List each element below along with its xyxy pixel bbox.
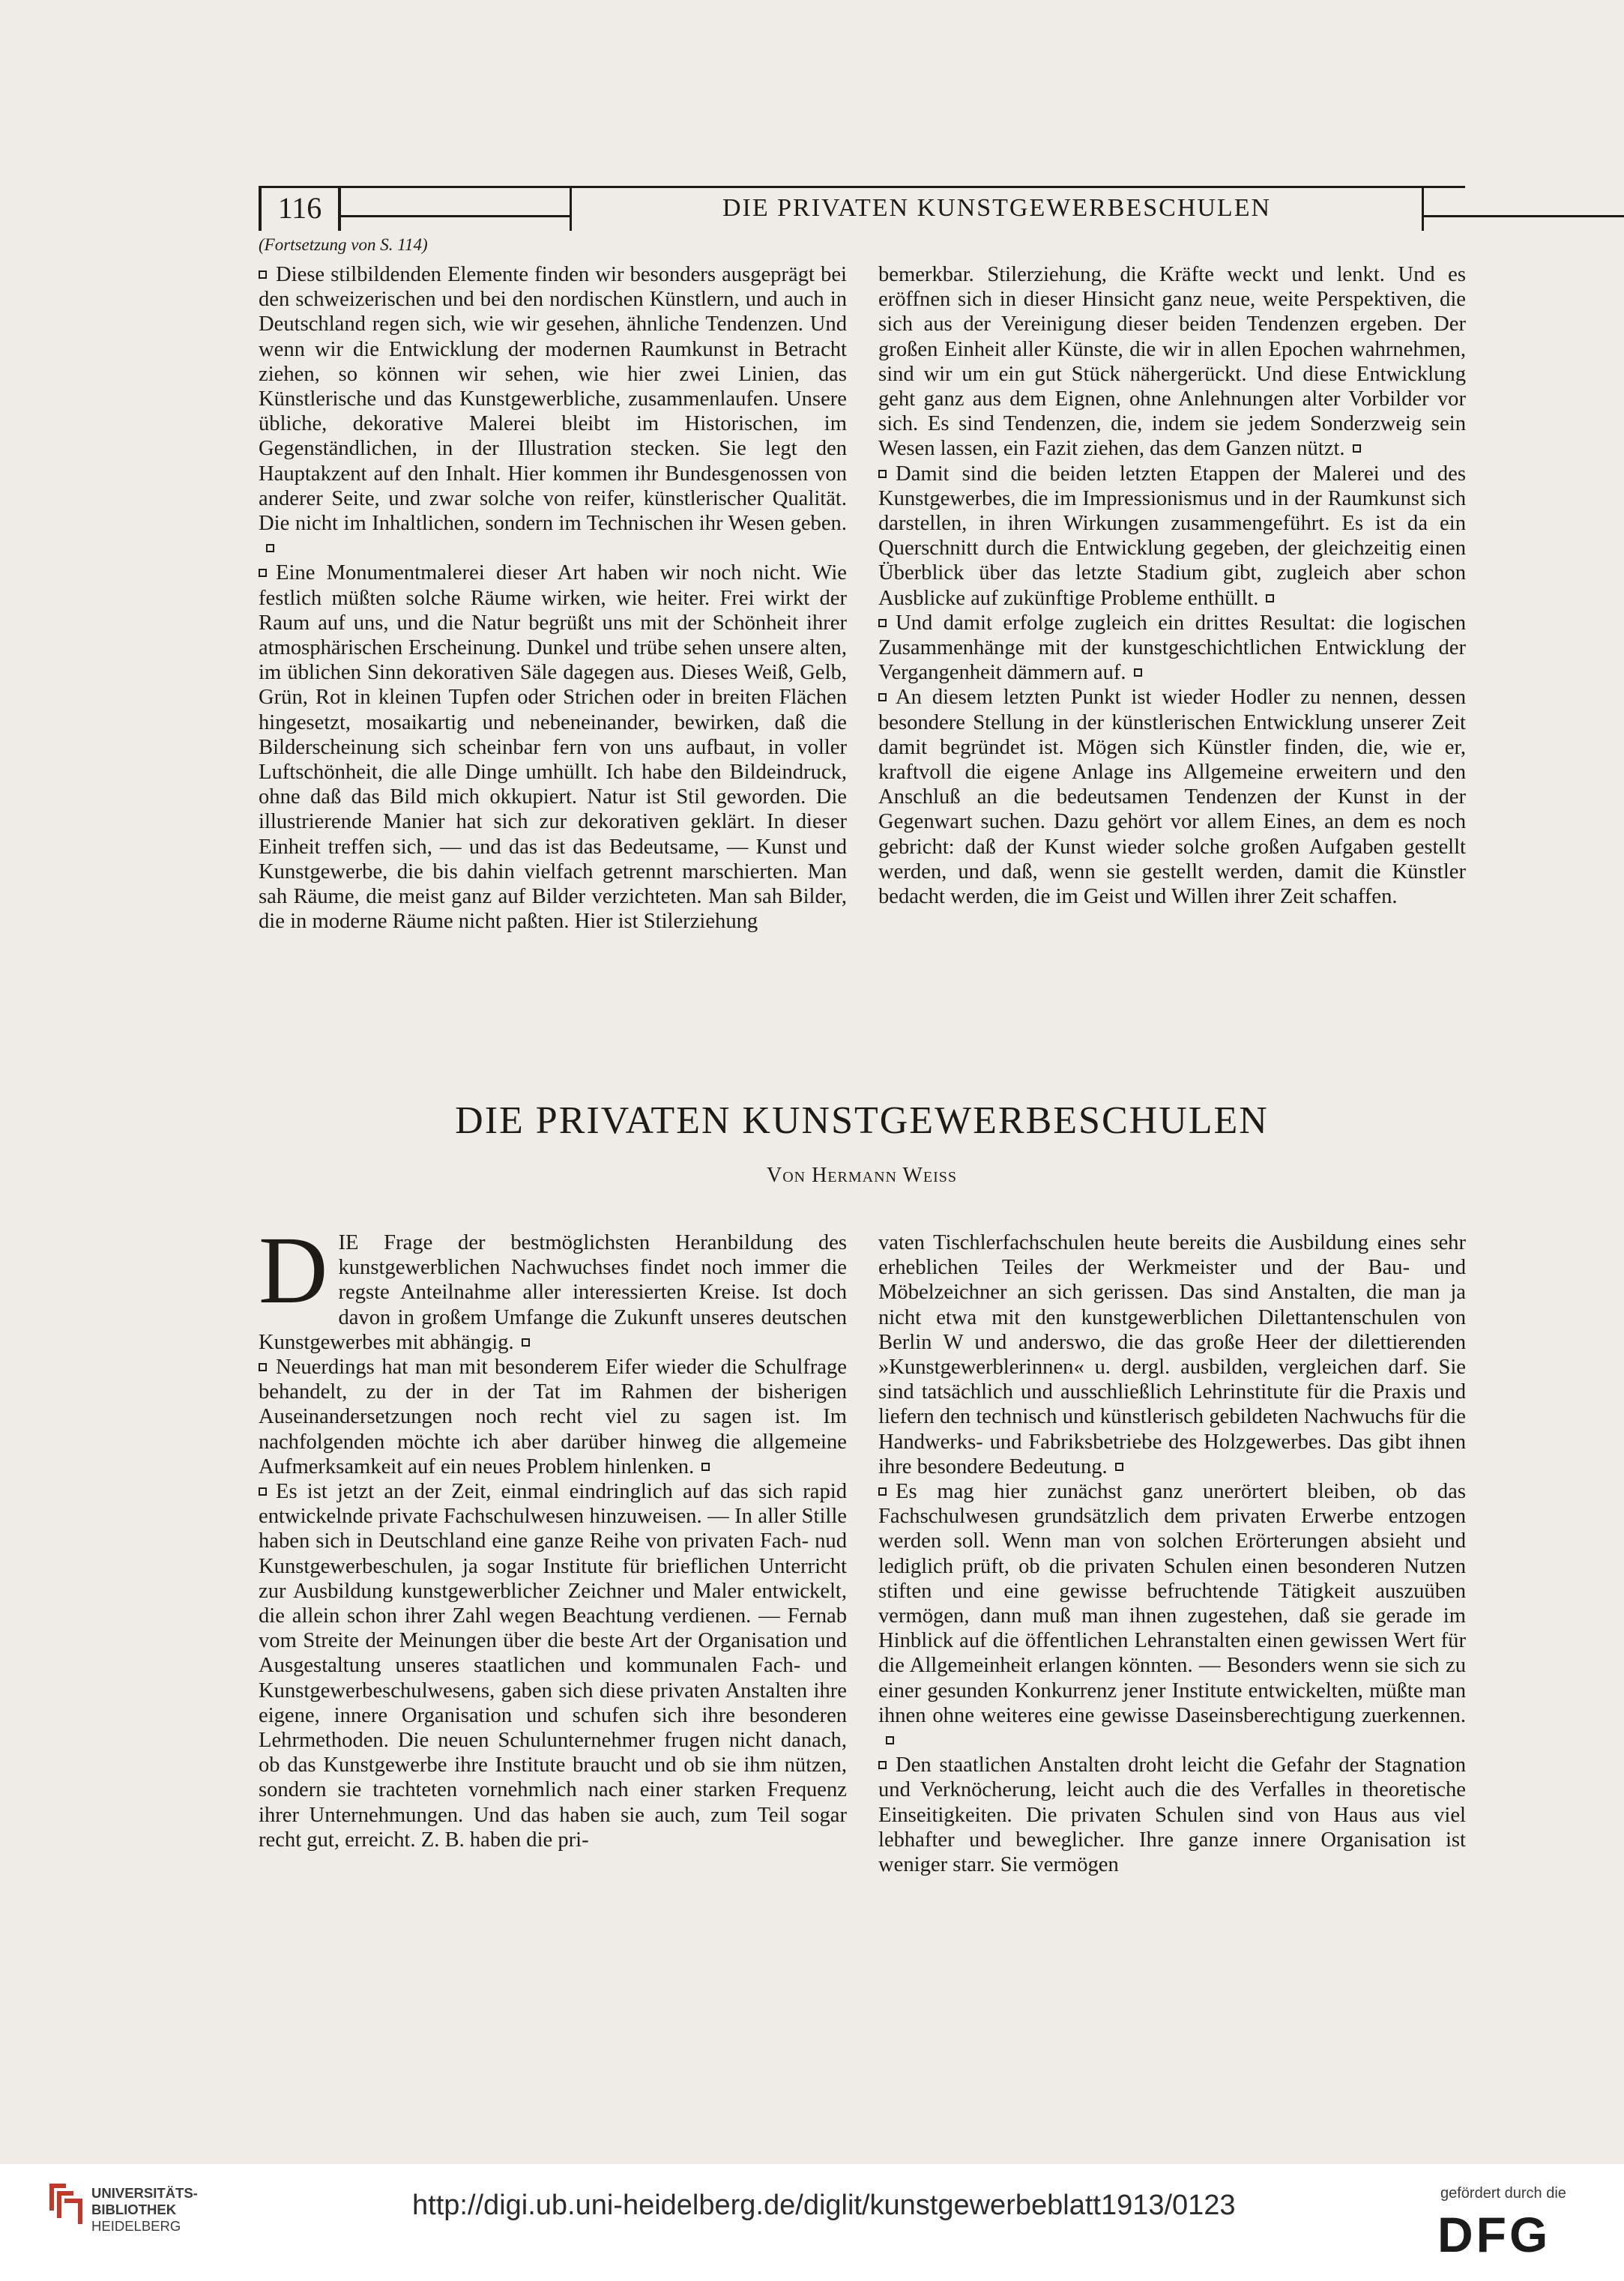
paragraph: Es mag hier zunächst ganz unerörtert bleiben, ob das Fachschulwesen grundsätzlich dem privaten Erwerbe entzogen werden soll. Wenn man von solchen Erörterungen absieht und lediglich prüft, ob die privaten Schulen einen besonderen Nutzen stiften und eine gewisse befruchtende Tätigkeit auszuüben vermögen, dann muß man ihnen zugestehen, daß sie gerade im Hinblick auf die öffentlichen Lehranstalten einen gewissen Wert für die Allgemeinheit erlangen könnten. — Besonders wenn sie sich zu einer gesunden Konkurrenz jener Institute entwickelten, müßte man ihnen ohne weiteres eine gewisse Daseinsberechtigung zuerkennen.	[878, 1479, 1466, 1753]
paragraph: Eine Monumentmalerei dieser Art haben wir noch nicht. Wie festlich müßten solche Räume wirken, wie heiter. Frei wirkt der Raum auf uns, und die Natur begrüßt uns mit der Schönheit ihrer atmosphärischen Erscheinung. Dunkel und trübe sehen unsere alten, im üblichen Sinn dekorativen Säle dagegen aus. Dieses Weiß, Gelb, Grün, Rot in kleinen Tupfen oder Strichen oder in breiten Flächen hingesetzt, mosaikartig und nebeneinander, bewirken, daß die Bilderscheinung sich scheinbar fern von uns aufbaut, in voller Luftschönheit, die alle Dinge umhüllt. Ich habe den Bildeindruck, ohne daß das Bild mich okkupiert. Natur ist Stil geworden. Die illustrierende Manier hat sich zur dekorativen geklärt. In dieser Einheit treffen sich, — und das ist das Bedeutsame, — Kunst und Kunstgewerbe, die bis dahin vielfach getrennt marschierten. Man sah Räume, die meist ganz auf Bilder verzichteten. Man sah Bilder, die in moderne Räume nicht paßten. Hier ist Stilerziehung	[259, 561, 847, 934]
paragraph-marker-icon	[259, 1363, 267, 1371]
upper-right-column	[878, 262, 1466, 909]
upper-left-column	[259, 262, 847, 934]
paragraph-end-marker-icon	[701, 1463, 710, 1471]
paragraph: bemerkbar. Stilerziehung, die Kräfte weckt und lenkt. Und es eröffnen sich in dieser Hinsicht ganz neue, weite Perspektiven, die sich aus der Vereinigung dieser beiden Tendenzen ergeben. Der großen Einheit aller Künste, die wir in allen Epochen wahrnehmen, sind wir um ein gut Stück nähergerückt. Und diese Entwicklung geht ganz aus dem Eignen, ohne Anlehnungen alter Vorbilder vor sich. Es sind Tendenzen, die, indem sie jedem Sonderzweig sein Wesen lassen, ein Fazit ziehen, das dem Ganzen nützt.	[878, 263, 1466, 461]
paragraph: Und damit erfolge zugleich ein drittes Resultat: die logischen Zusammenhänge mit der kunstgeschichtlichen Entwicklung der Vergangenheit dämmern auf.	[878, 611, 1466, 685]
paragraph: Es ist jetzt an der Zeit, einmal eindringlich auf das sich rapid entwickelnde private Fachschulwesen hinzuweisen. — In aller Stille haben sich in Deutschland eine ganze Reihe von privaten Fach- nud Kunstgewerbeschulen, ja sogar Institute für brieflichen Unterricht zur Ausbildung kunstgewerblicher Zeichner und Maler entwickelt, die allein schon ihrer Zahl wegen Beachtung verdienen. — Fernab vom Streite der Meinungen über die beste Art der Organisation und Ausgestaltung unseres staatlichen und kommunalen Fach- und Kunstgewerbeschulwesens, gaben sich diese privaten Anstalten ihre eigene, innere Organisation und schufen sich ihre besonderen Lehrmethoden. Die neuen Schulunternehmer frugen nicht danach, ob das Kunstgewerbe ihre Institute braucht und ob sie ihm nützen, sondern sie trachteten vornehmlich nach einer starken Frequenz ihrer Unternehmungen. Und das haben sie auch, zum Teil sogar recht gut, erreicht. Z. B. haben die pri-	[259, 1480, 847, 1852]
paragraph: Den staatlichen Anstalten droht leicht die Gefahr der Stagnation und Verknöcherung, leicht auch die des Verfalles in theoretische Einseitigkeiten. Die privaten Schulen sind von Haus aus viel lebhafter und beweglicher. Ihre ganze innere Organisation ist weniger starr. Sie vermögen	[878, 1753, 1466, 1877]
paragraph-end-marker-icon	[266, 544, 274, 552]
running-head	[259, 186, 1465, 231]
paragraph-marker-icon	[878, 470, 887, 478]
library-name: UNIVERSITÄTS- BIBLIOTHEK HEIDELBERG	[91, 2185, 198, 2234]
article-right-column	[878, 1230, 1466, 1877]
paragraph-end-marker-icon	[1115, 1463, 1123, 1471]
head-top-rule	[259, 186, 1465, 188]
page-number: 116	[259, 186, 341, 231]
article-left-column	[259, 1217, 847, 1852]
paragraph-end-marker-icon	[886, 1736, 894, 1744]
paragraph-marker-icon	[878, 619, 887, 627]
paragraph: Neuerdings hat man mit besonderem Eifer wieder die Schulfrage behandelt, zu der in der Tat im Rahmen der bisherigen Auseinandersetzungen noch recht viel zu sagen ist. Im nachfolgenden möchte ich aber darüber hinweg die allgemeine Aufmerksamkeit auf ein neues Problem hinlenken.	[259, 1356, 847, 1478]
paragraph: An diesem letzten Punkt ist wieder Hodler zu nennen, dessen besondere Stellung in der künstlerischen Entwicklung unserer Zeit damit begründet ist. Mögen sich Künstler finden, die, wie er, kraftvoll die eigene Anlage ins Allgemeine erweitern und den Anschluß an die bedeutsamen Tendenzen der Kunst in der Gegenwart suchen. Dazu gehört vor allem Eines, an dem es noch gebricht: daß der Kunst wieder solche großen Aufgaben gestellt werden, und daß, wenn sie gestellt werden, damit die Künstler bedacht werden, die im Geist und Willen ihrer Zeit schaffen.	[878, 686, 1466, 909]
drop-cap: D	[259, 1217, 328, 1323]
paragraph-marker-icon	[878, 1761, 887, 1769]
paragraph: vaten Tischlerfachschulen heute bereits die Ausbildung eines sehr erheblichen Teiles der Werkmeister und der Bau- und Möbelzeichner an sich gerissen. Das sind Anstalten, die man ja nicht etwa mit den kunstgewerblichen Dilettantenschulen von Berlin W und anderswo, die das große Heer der dilettierenden »Kunstgewerblerinnen« u. dergl. ausbilden, vergleichen darf. Sie sind tatsächlich und ausschließlich Lehrinstitute für die Praxis und liefern den technisch und künstlerisch gebildeten Nachwuchs für die Handwerks- und Fabriksbetriebe des Holzgewerbes. Das gibt ihnen ihre besondere Bedeutung.	[878, 1231, 1466, 1478]
dfg-logo: DFG	[1437, 2207, 1551, 2262]
paragraph-marker-icon	[259, 1487, 267, 1496]
paragraph-marker-icon	[878, 1487, 887, 1496]
article-byline: Von Hermann Weiss	[766, 1164, 958, 1187]
article-title: DIE PRIVATEN KUNSTGEWERBESCHULEN	[455, 1099, 1269, 1142]
paragraph: Damit sind die beiden letzten Etappen der Malerei und des Kunstgewerbes, die im Impressionismus und in der Raumkunst sich darstellen, in ihren Wirkungen zusammengeführt. Es ist da ein Querschnitt durch die Entwicklung gegeben, der gleichzeitig einen Überblick über das letzte Stadium gibt, zugleich aber schon Ausblicke auf zukünftige Probleme enthüllt.	[878, 462, 1466, 610]
footer-bar	[0, 2164, 1624, 2281]
paragraph-end-marker-icon	[1266, 594, 1274, 602]
paragraph-end-marker-icon	[1134, 668, 1142, 677]
paragraph: DIE Frage der bestmöglichsten Heranbildung des kunstgewerblichen Nachwuchses findet noch immer die regste Anteilnahme aller interessierten Kreise. Ist doch davon in großem Umfange die Zukunft unseres deutschen Kunstgewerbes mit abhängig.	[259, 1217, 847, 1354]
paragraph-marker-icon	[259, 569, 267, 577]
continuation-note: (Fortsetzung von S. 114)	[259, 235, 428, 254]
paragraph: Diese stilbildenden Elemente finden wir besonders ausgeprägt bei den schweizerischen und bei den nordischen Künstlern, und auch in Deutschland regen sich, wie wir gesehen, ähnliche Tendenzen. Und wenn wir die Entwicklung der modernen Raumkunst in Betracht ziehen, so können wir sehen, wie hier zwei Linien, das Künstlerische und das Kunstgewerbliche, zusammenlaufen. Unsere übliche, dekorative Malerei bleibt im Historischen, im Gegenständlichen, in der Illustration stecken. Sie legt den Hauptakzent auf den Inhalt. Hier kommen ihr Bundesgenossen von anderer Seite, und zwar solche von reifer, künstlerischer Qualität. Die nicht im Inhaltlichen, sondern im Technischen ihr Wesen geben.	[259, 262, 847, 561]
head-rule-right	[1424, 215, 1624, 217]
paragraph-end-marker-icon	[522, 1338, 530, 1347]
running-title: DIE PRIVATEN KUNSTGEWERBESCHULEN	[570, 186, 1424, 231]
paragraph-marker-icon	[259, 271, 267, 279]
paragraph-end-marker-icon	[1353, 444, 1361, 453]
paragraph-marker-icon	[878, 693, 887, 701]
library-logo-icon	[43, 2181, 90, 2227]
source-url-link[interactable]: http://digi.ub.uni-heidelberg.de/diglit/kunstgewerbeblatt1913/0123	[412, 2190, 1236, 2221]
funded-by-label: gefördert durch die	[1440, 2185, 1566, 2202]
head-rule-left	[341, 215, 570, 217]
